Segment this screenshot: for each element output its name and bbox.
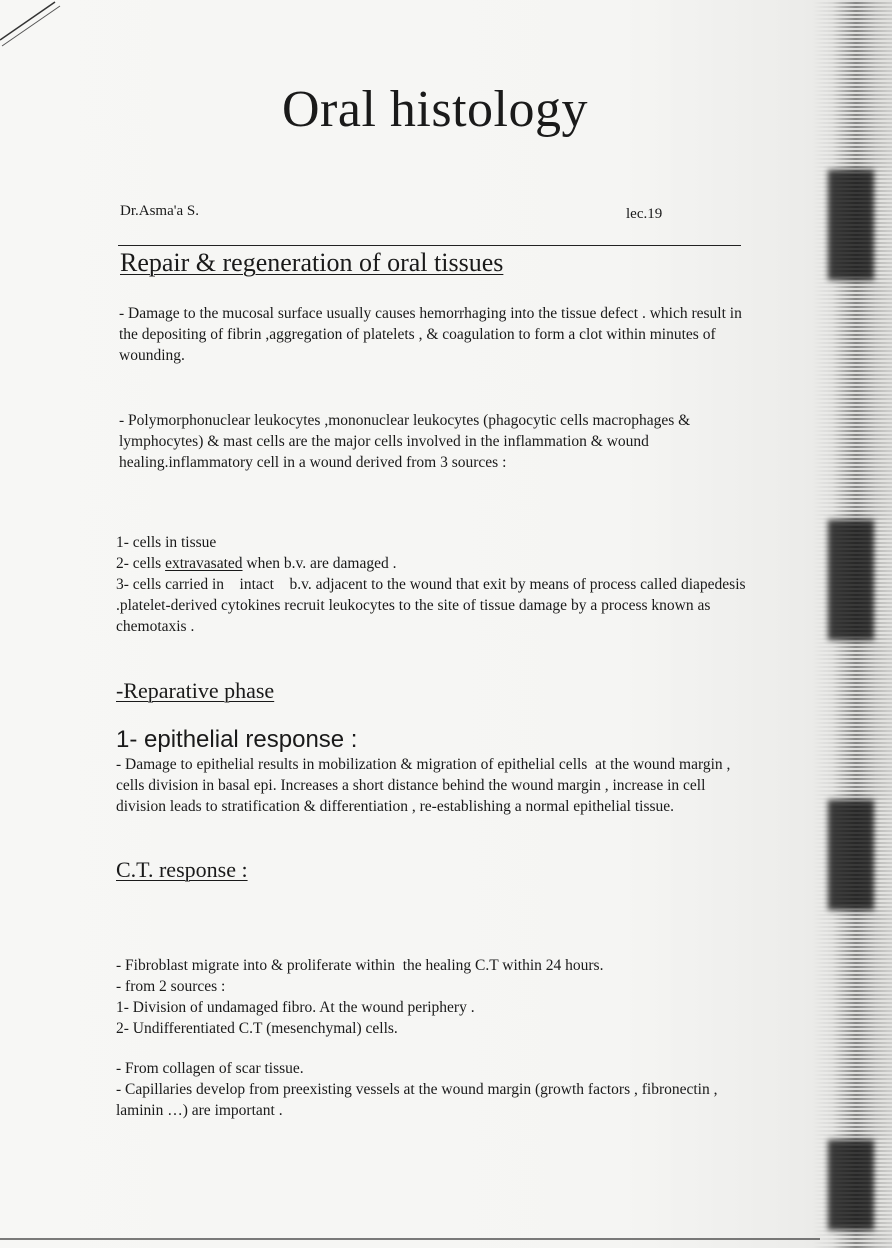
- source-item-2-prefix: 2- cells: [116, 555, 166, 572]
- lecture-number: lec.19: [626, 206, 663, 222]
- ct-line: - from 2 sources :: [116, 978, 226, 995]
- ct-line: - Fibroblast migrate into & proliferate within the healing C.T within 24 hours.: [116, 957, 604, 974]
- paragraph-epithelial-response: - Damage to epithelial results in mobilization & migration of epithelial cells at the wound margin , cells division in basal epi. Increases a short distance behind the wound margin , increase in cell division leads to stratification & differentiation , re-establishing a normal epithelial tissue.: [116, 756, 735, 815]
- scanner-artifact-blob: [828, 1140, 874, 1230]
- scanner-artifact-blob: [828, 800, 874, 910]
- source-item-2-suffix: when b.v. are damaged .: [242, 555, 397, 572]
- epithelial-response-heading: 1- epithelial response :: [116, 726, 358, 753]
- header-divider: [118, 245, 741, 246]
- source-item-2: [116, 553, 396, 574]
- source-item-2-underlined: extravasated: [165, 555, 243, 572]
- paragraph-leukocytes: - Polymorphonuclear leukocytes ,mononuclear leukocytes (phagocytic cells macrophages & lymphocytes) & mast cells are the major cells involved in the inflammation & wound healing.inflammatory cell in a wound derived from 3 sources :: [119, 412, 691, 471]
- scanner-artifact-blob: [828, 520, 874, 640]
- collagen-line: - Capillaries develop from preexisting vessels at the wound margin (growth factors , fibronectin , laminin …) are important .: [116, 1081, 718, 1119]
- source-item-1: 1- cells in tissue: [116, 534, 217, 551]
- author-name: Dr.Asma'a S.: [120, 203, 199, 219]
- ct-line: 2- Undifferentiated C.T (mesenchymal) cells.: [116, 1020, 398, 1037]
- document-title: Oral histology: [282, 81, 588, 138]
- pen-stroke-mark: [0, 0, 70, 50]
- section-heading: Repair & regeneration of oral tissues: [120, 248, 504, 277]
- collagen-line: - From collagen of scar tissue.: [116, 1060, 304, 1077]
- page-bottom-edge: [0, 1238, 820, 1240]
- reparative-phase-heading: -Reparative phase: [116, 678, 275, 703]
- source-item-3: 3- cells carried in intact b.v. adjacent to the wound that exit by means of process called diapedesis .platelet-derived cytokines recruit leukocytes to the site of tissue damage by a process known as chemotaxis .: [116, 576, 750, 635]
- scanner-artifact-blob: [828, 170, 874, 280]
- ct-response-heading: C.T. response :: [116, 857, 248, 882]
- ct-line: 1- Division of undamaged fibro. At the wound periphery .: [116, 999, 475, 1016]
- paragraph-hemorrhage: - Damage to the mucosal surface usually causes hemorrhaging into the tissue defect . which result in the depositing of fibrin ,aggregation of platelets , & coagulation to form a clot within minutes of wounding.: [119, 305, 742, 364]
